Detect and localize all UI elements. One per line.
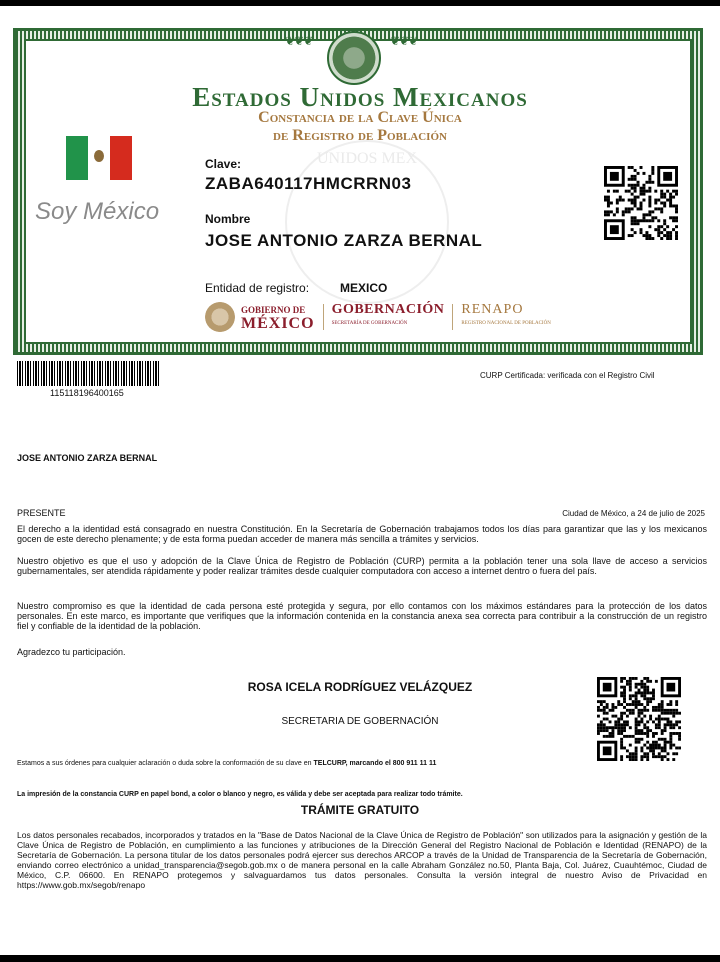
telcurp-text: Estamos a sus órdenes para cualquier aclaración o duda sobre la conformación de su clave en [17, 760, 314, 767]
tramite-gratuito: TRÁMITE GRATUITO [300, 803, 420, 817]
certificate-title: Estados Unidos Mexicanos [192, 82, 528, 112]
telcurp-note [17, 760, 436, 767]
privacy-notice: Los datos personales recabados, incorporados y tratados en la "Base de Datos Nacional de la Clave Única de Registro de Población" son utilizados para la asignación y gestión de la Clave Única de Registro de Población, en cumplimiento a las funciones y atribuciones de la Dirección General del Registro Nacional de Población e Identidad (RENAPO) de la Secretaría de Gobernación. La persona titular de los datos personales podrá ejercer sus derechos ARCOP a través de la Unidad de Transparencia de la Secretaría de Gobernación, enviando correo electrónico a unidad_transparencia@segob.gob.mx o de manera personal en la calle Abraham González no.50, Planta Baja, Col. Juárez, Cuauhtémoc, Ciudad de México, C.P. 06600. En RENAPO protegemos y salvaguardamos tus datos personales. Consulta la versión integral de nuestro Aviso de Privacidad en https://www.gob.mx/segob/renapo [17, 830, 707, 890]
curp-certificada-note: CURP Certificada: verificada con el Registro Civil [480, 371, 655, 380]
logo-renapo-sub: REGISTRO NACIONAL DE POBLACIÓN [461, 321, 551, 326]
bottom-edge [0, 955, 720, 962]
ornament-left-icon: ❦❦❦ [285, 34, 313, 48]
letter-paragraph-2: Nuestro objetivo es que el uso y adopción de la Clave Única de Registro de Población (CURP) permita a la población tener una sola llave de acceso a servicios gubernamentales, ser atendida rápidamente y poder realizar trámites desde cualquier computadora con acceso a internet dentro o fuera del país. [17, 556, 707, 576]
ornament-right-icon: ❦❦❦ [390, 34, 418, 48]
gobierno-emblem-icon [205, 302, 235, 332]
logo-gob-big: MÉXICO [241, 315, 315, 332]
subtitle-line-2: de Registro de Población [273, 127, 447, 144]
clave-value: ZABA640117HMCRRN03 [205, 174, 412, 193]
logo-gob-small: GOBIERNO DE [241, 305, 306, 315]
logo-gobernacion-text: GOBERNACIÓN [331, 302, 445, 317]
barcode-number: 115118196400165 [50, 388, 124, 398]
presente-label: PRESENTE [17, 508, 66, 518]
recipient-name: JOSE ANTONIO ZARZA BERNAL [17, 453, 158, 463]
letter-paragraph-4: Agradezco tu participación. [17, 647, 126, 657]
watermark-seal-icon [285, 140, 449, 304]
impresion-note: La impresión de la constancia CURP en papel bond, a color o blanco y negro, es válida y debe ser aceptada para realizar todo trámite. [17, 791, 463, 798]
national-seal-icon [327, 31, 381, 85]
mexico-flag-icon [66, 136, 132, 180]
nombre-value: JOSE ANTONIO ZARZA BERNAL [205, 231, 483, 250]
logo-separator [323, 304, 324, 330]
government-logos [205, 302, 551, 332]
subtitle-line-1: Constancia de la Clave Única [258, 109, 462, 126]
qr-code-icon [597, 677, 681, 761]
clave-label: Clave: [205, 157, 242, 171]
barcode-icon [17, 361, 161, 386]
renapo-logo [461, 303, 550, 331]
logo-gobernacion-sub: SECRETARÍA DE GOBERNACIÓN [331, 321, 408, 326]
gobernacion-logo [332, 303, 445, 331]
watermark-text: UNIDOS MEX [317, 150, 417, 167]
qr-code-icon [604, 166, 678, 240]
telcurp-phone: TELCURP, marcando el 800 911 11 11 [313, 760, 437, 767]
letter-date: Ciudad de México, a 24 de julio de 2025 [562, 509, 705, 518]
nombre-label: Nombre [205, 212, 251, 226]
letter-paragraph-1: El derecho a la identidad está consagrado en nuestra Constitución. En la Secretaría de Gobernación trabajamos todos los días para garantizar que las y los mexicanos gocen de este derecho plenamente; y de esta forma puedan acceder de manera más sencilla a trámites y servicios. [17, 524, 707, 544]
signer-name: ROSA ICELA RODRÍGUEZ VELÁZQUEZ [247, 680, 473, 694]
top-edge [0, 0, 720, 6]
gobierno-mexico-logo [241, 304, 315, 330]
soy-mexico-tagline: Soy México [35, 198, 160, 225]
logo-renapo-text: RENAPO [461, 302, 524, 317]
signer-role: SECRETARIA DE GOBERNACIÓN [281, 716, 439, 727]
entidad-label: Entidad de registro: [205, 281, 310, 295]
logo-separator [452, 304, 453, 330]
entidad-value: MEXICO [340, 281, 388, 295]
letter-paragraph-3: Nuestro compromiso es que la identidad de cada persona esté protegida y segura, por ello contamos con los máximos estándares para la protección de los datos personales. En este marco, es importante que verifiques que la información contenida en la constancia anexa sea correcta para contribuir a la construcción de un registro fiel y confiable de la identidad de la población. [17, 601, 707, 631]
